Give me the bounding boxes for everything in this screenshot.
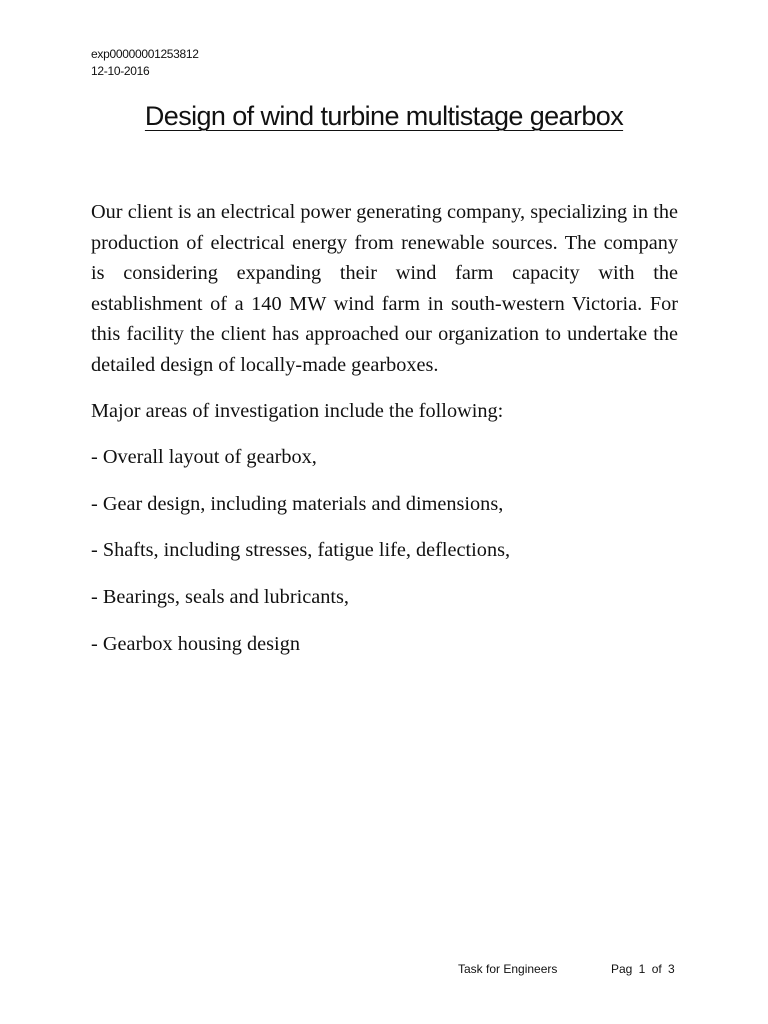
list-item: - Gear design, including materials and dimensions, <box>91 492 504 515</box>
page-title-text: Design of wind turbine multistage gearbox <box>144 101 624 131</box>
document-header <box>91 46 199 80</box>
list-item: - Gearbox housing design <box>91 632 300 655</box>
document-id: exp00000001253812 <box>91 47 199 61</box>
list-intro: Major areas of investigation include the following: <box>91 399 504 422</box>
page-title <box>0 98 768 134</box>
list-item: - Overall layout of gearbox, <box>91 446 317 469</box>
document-body <box>91 197 678 675</box>
document-date: 12-10-2016 <box>91 64 150 78</box>
page-number: Pag 1 of 3 <box>611 962 675 976</box>
intro-paragraph: Our client is an electrical power generating company, specializing in the production of electrical energy from renewable sources. The company is considering expanding their wind farm capacity with the establishment of a 140 MW wind farm in south-western Victoria. For this facility the client has approached our organization to undertake the detailed design of locally-made gearboxes. <box>91 201 678 376</box>
list-item: - Bearings, seals and lubricants, <box>91 585 349 608</box>
list-item: - Shafts, including stresses, fatigue life, deflections, <box>91 539 511 562</box>
footer-label: Task for Engineers <box>458 962 558 976</box>
